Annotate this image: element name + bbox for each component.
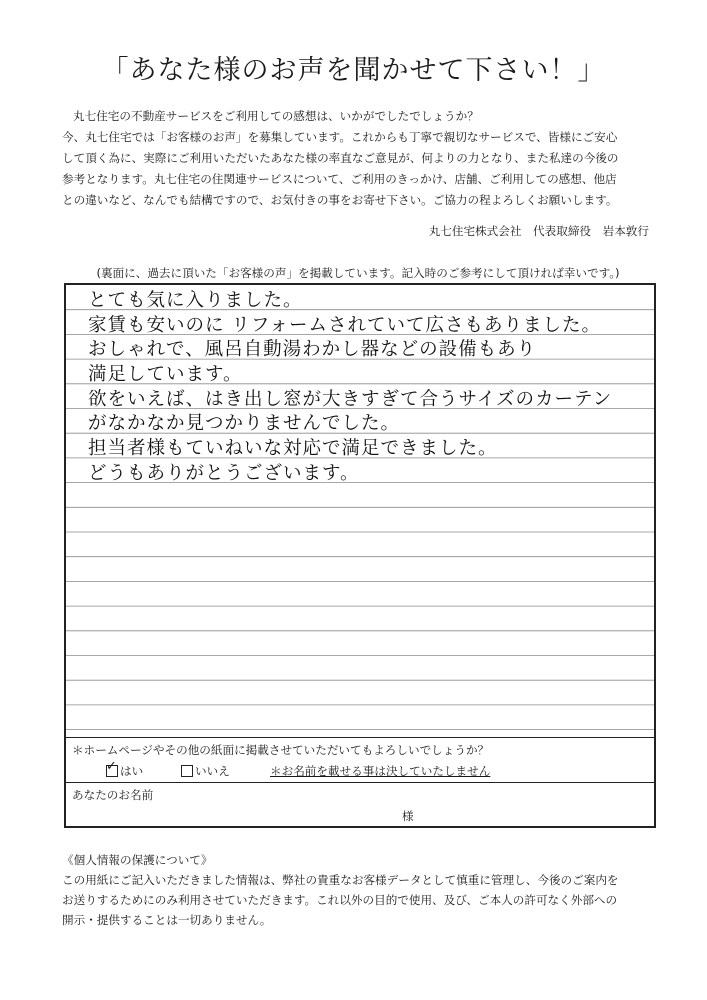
page-title: 「あなた様のお声を聞かせて下さい！」 xyxy=(101,55,606,86)
intro-line: 今、丸七住宅では「お客様のお声」を募集しています。これからも丁寧で親切なサービスで、皆様にご安心 xyxy=(62,130,618,144)
yes-label: はい xyxy=(120,764,144,778)
check-mark-icon: ✓ xyxy=(106,759,117,774)
comment-form xyxy=(64,283,656,828)
intro-line: との違いなど、なんでも結構ですので、お気付きの事をお寄せ下さい。ご協力の程よろしくお願いします。 xyxy=(62,193,618,207)
intro-line: 参考となります。丸七住宅の住関連サービスについて、ご利用のきっかけ、店舗、ご利用しての感想、他店 xyxy=(62,172,617,186)
privacy-heading: 《個人情報の保護について》 xyxy=(62,853,213,867)
handwritten-line: 担当者様もていねいな対応で満足できました。 xyxy=(88,438,498,460)
no-option[interactable] xyxy=(181,763,230,779)
intro-line: して頂く為に、実際にご利用いただいたあなた様の率直なご意見が、何よりの力となり、また私達の今後の xyxy=(62,151,619,165)
handwritten-line: おしゃれで、風呂自動湯わかし器などの設備もあり xyxy=(88,339,537,361)
handwritten-line: どうもありがとうございます。 xyxy=(88,462,360,484)
handwritten-comment[interactable] xyxy=(88,289,612,487)
publish-permission xyxy=(66,737,654,782)
no-checkbox[interactable] xyxy=(181,765,193,777)
privacy-line: お送りするためにのみ利用させていただきます。これ以外の目的で使用、及び、ご本人の許可なく外部への xyxy=(62,893,618,907)
handwritten-line: がなかなか見つかりませんでした。 xyxy=(88,413,401,435)
handwritten-line: とても気に入りました。 xyxy=(88,290,303,311)
name-field[interactable] xyxy=(66,782,654,828)
no-label: いいえ xyxy=(195,764,230,778)
intro-line: 丸七住宅の不動産サービスをご利用しての感想は、いかがでしたでしょうか？ xyxy=(73,109,479,123)
signature: 丸七住宅株式会社 代表取締役 岩本敦行 xyxy=(428,224,649,238)
name-notice: ＊お名前を載せる事は決していたしません xyxy=(270,764,491,778)
permission-question: ＊ホームページやその他の紙面に掲載させていただいてもよろしいでしょうか？ xyxy=(72,743,490,757)
intro-text xyxy=(62,106,654,211)
yes-checkbox[interactable] xyxy=(106,759,118,777)
yes-option[interactable] xyxy=(106,759,144,779)
handwritten-line: 満足しています。 xyxy=(88,364,243,386)
name-suffix: 様 xyxy=(402,809,414,823)
privacy-section xyxy=(62,850,662,930)
handwritten-line: 家賃も安いのに リフォームされていて広さもありました。 xyxy=(88,314,601,336)
reference-note: (裏面に、過去に頂いた「お客様の声」を掲載しています。記入時のご参考にして頂ければ幸いです。) xyxy=(96,266,620,280)
name-label: あなたのお名前 xyxy=(72,788,154,802)
privacy-line: 開示・提供することは一切ありません。 xyxy=(62,913,272,927)
privacy-line: この用紙にご記入いただきました情報は、弊社の貴重なお客様データとして慎重に管理し、今後のご案内を xyxy=(62,873,619,887)
handwritten-line: 欲をいえば、はき出し窓が大きすぎて合うサイズのカーテン xyxy=(88,388,613,410)
